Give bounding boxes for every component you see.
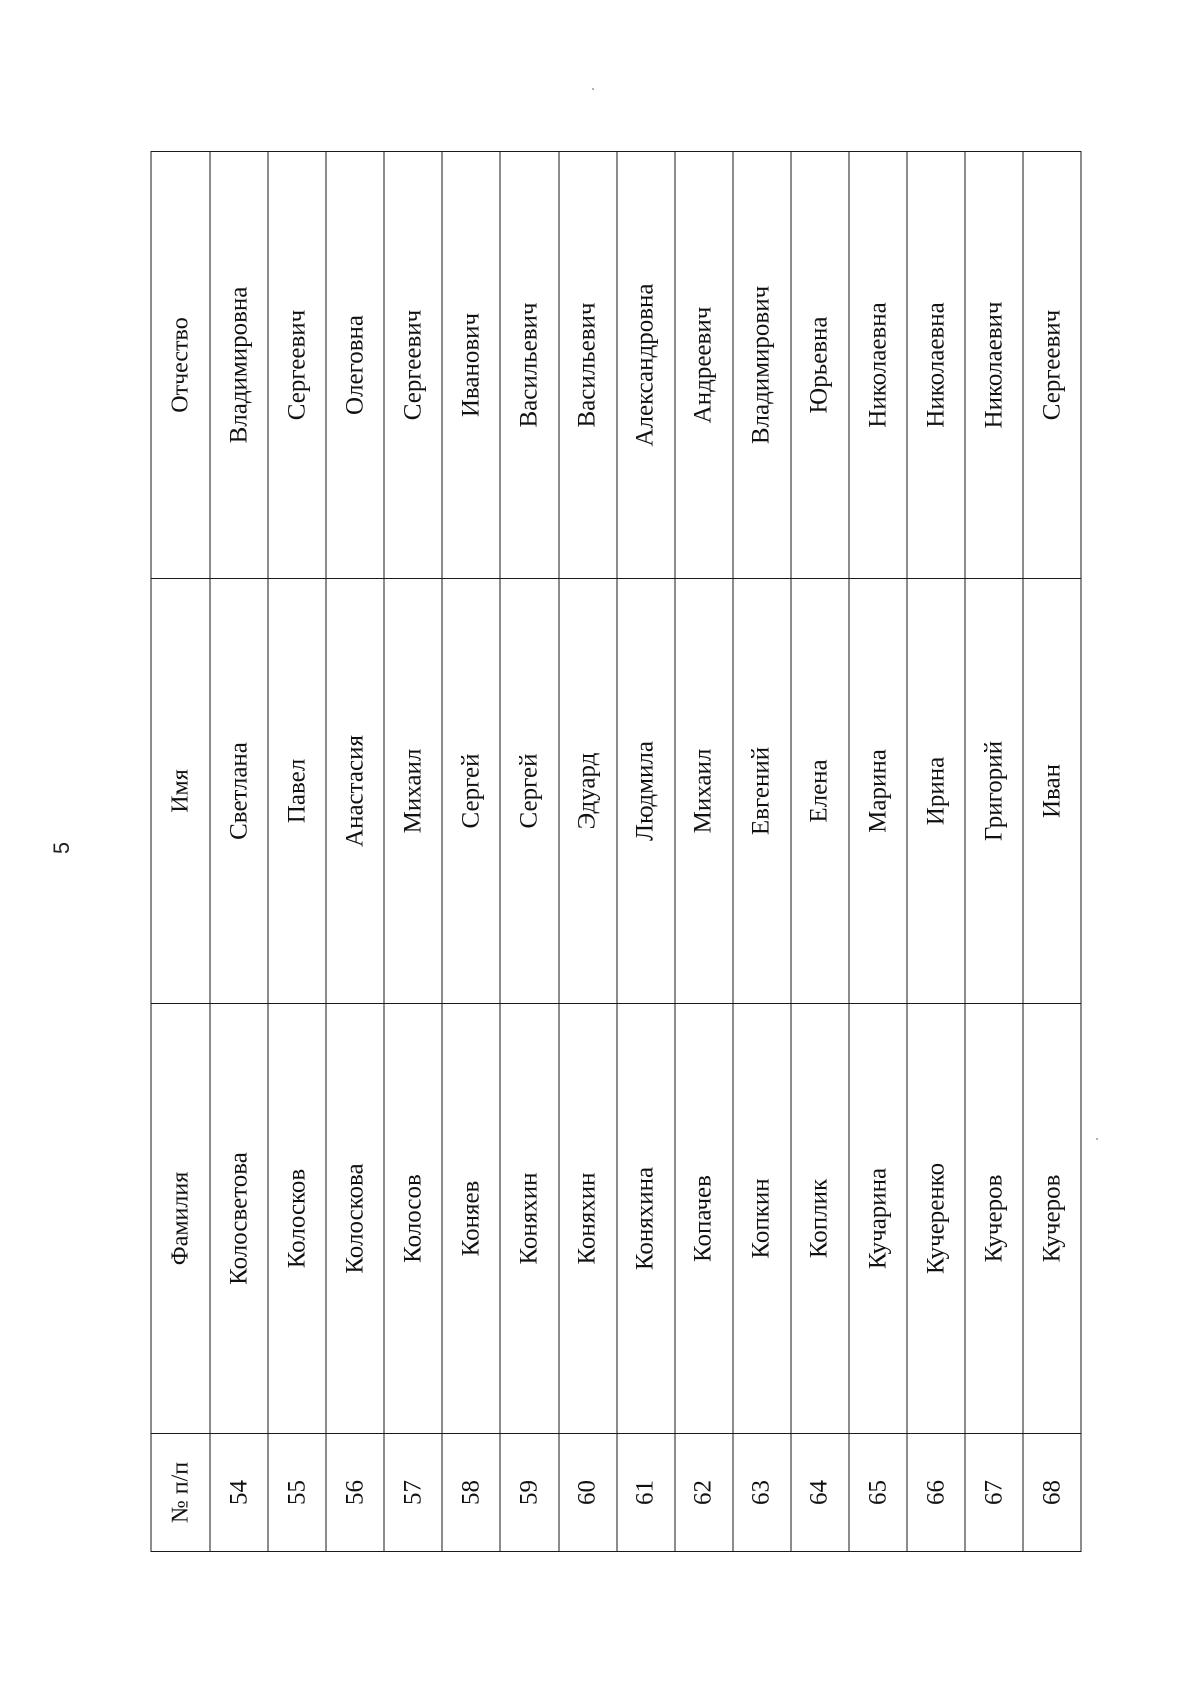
header-patronymic: Отчество [151, 152, 210, 579]
table-row [674, 152, 732, 1552]
cell-number: 63 [732, 1434, 790, 1552]
cell-first-name: Елена [790, 579, 848, 1004]
cell-last-name: Кучеренко [907, 1004, 965, 1434]
cell-patronymic: Юрьевна [790, 152, 848, 579]
cell-last-name: Коняев [442, 1004, 500, 1434]
table-row [500, 152, 558, 1552]
cell-number: 54 [210, 1434, 268, 1552]
cell-number: 55 [268, 1434, 326, 1552]
cell-patronymic: Николаевна [849, 152, 907, 579]
cell-last-name: Колосветова [210, 1004, 268, 1434]
cell-patronymic: Сергеевич [268, 152, 326, 579]
cell-patronymic: Васильевич [500, 152, 558, 579]
cell-patronymic: Иванович [442, 152, 500, 579]
cell-number: 66 [907, 1434, 965, 1552]
header-first-name: Имя [151, 579, 210, 1004]
roster-table [150, 151, 1081, 1552]
scan-speck [592, 88, 594, 90]
cell-last-name: Кучеров [965, 1004, 1023, 1434]
cell-first-name: Ирина [907, 579, 965, 1004]
header-number: № п/п [151, 1434, 210, 1552]
table-row [616, 152, 674, 1552]
cell-first-name: Михаил [384, 579, 442, 1004]
cell-patronymic: Васильевич [558, 152, 616, 579]
cell-last-name: Кучарина [849, 1004, 907, 1434]
cell-number: 58 [442, 1434, 500, 1552]
table-header-row [151, 152, 210, 1552]
cell-patronymic: Олеговна [326, 152, 384, 579]
cell-last-name: Коняхин [500, 1004, 558, 1434]
cell-patronymic: Сергеевич [384, 152, 442, 579]
cell-patronymic: Андреевич [674, 152, 732, 579]
cell-first-name: Марина [849, 579, 907, 1004]
cell-last-name: Колоскова [326, 1004, 384, 1434]
table-row [442, 152, 500, 1552]
cell-number: 60 [558, 1434, 616, 1552]
cell-first-name: Людмила [616, 579, 674, 1004]
table-row [558, 152, 616, 1552]
cell-first-name: Григорий [965, 579, 1023, 1004]
page-number: 5 [49, 841, 74, 855]
cell-patronymic: Александровна [616, 152, 674, 579]
cell-number: 56 [326, 1434, 384, 1552]
cell-number: 62 [674, 1434, 732, 1552]
cell-number: 65 [849, 1434, 907, 1552]
cell-first-name: Павел [268, 579, 326, 1004]
cell-last-name: Кучеров [1023, 1004, 1081, 1434]
cell-patronymic: Сергеевич [1023, 152, 1081, 579]
cell-first-name: Иван [1023, 579, 1081, 1004]
cell-last-name: Коплик [790, 1004, 848, 1434]
table-row [907, 152, 965, 1552]
cell-number: 64 [790, 1434, 848, 1552]
cell-number: 57 [384, 1434, 442, 1552]
table-row [268, 152, 326, 1552]
cell-number: 67 [965, 1434, 1023, 1552]
cell-number: 61 [616, 1434, 674, 1552]
table-row [732, 152, 790, 1552]
cell-patronymic: Николаевна [907, 152, 965, 579]
header-last-name: Фамилия [151, 1004, 210, 1434]
table-row [326, 152, 384, 1552]
cell-first-name: Сергей [442, 579, 500, 1004]
table-body [210, 152, 1081, 1552]
roster-table-container [150, 152, 1065, 1552]
cell-first-name: Анастасия [326, 579, 384, 1004]
cell-last-name: Копачев [674, 1004, 732, 1434]
cell-first-name: Евгений [732, 579, 790, 1004]
table-row [790, 152, 848, 1552]
cell-last-name: Коняхина [616, 1004, 674, 1434]
cell-first-name: Сергей [500, 579, 558, 1004]
cell-patronymic: Владимирович [732, 152, 790, 579]
table-row [210, 152, 268, 1552]
cell-last-name: Коняхин [558, 1004, 616, 1434]
scan-speck [1096, 1138, 1098, 1140]
cell-last-name: Копкин [732, 1004, 790, 1434]
cell-last-name: Колосов [384, 1004, 442, 1434]
table-row [965, 152, 1023, 1552]
cell-patronymic: Николаевич [965, 152, 1023, 579]
cell-patronymic: Владимировна [210, 152, 268, 579]
table-row [384, 152, 442, 1552]
table-row [849, 152, 907, 1552]
cell-last-name: Колосков [268, 1004, 326, 1434]
cell-first-name: Михаил [674, 579, 732, 1004]
cell-first-name: Светлана [210, 579, 268, 1004]
cell-first-name: Эдуард [558, 579, 616, 1004]
table-row [1023, 152, 1081, 1552]
cell-number: 68 [1023, 1434, 1081, 1552]
cell-number: 59 [500, 1434, 558, 1552]
